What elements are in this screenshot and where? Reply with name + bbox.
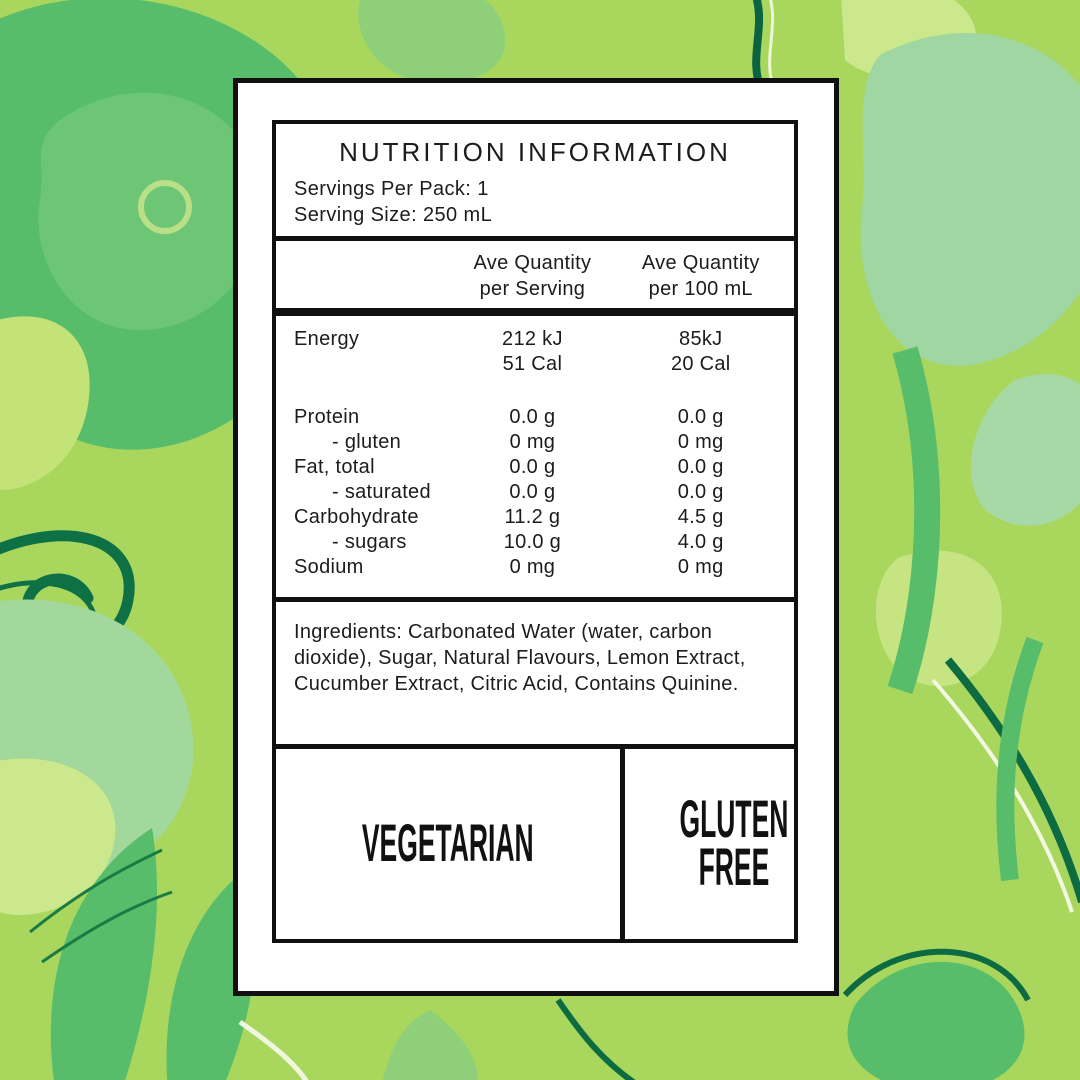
nutrient-label: - saturated [332, 481, 431, 503]
header-section [276, 124, 794, 241]
value-per-100ml: 20 Cal [670, 353, 731, 375]
value-per-serving: 0.0 g [509, 456, 556, 478]
nutrient-table [276, 316, 794, 602]
value-per-serving: 0.0 g [509, 481, 556, 503]
value-per-serving: 0 mg [509, 431, 556, 453]
nutrition-panel [272, 120, 798, 943]
value-per-serving: 0.0 g [509, 406, 556, 428]
gluten-free-badge-text: GLUTEN FREE [679, 790, 788, 897]
vegetarian-badge-text: VEGETARIAN [361, 814, 534, 874]
table-row [276, 455, 794, 480]
table-row [276, 480, 794, 505]
value-per-serving: 10.0 g [503, 531, 562, 553]
ingredients-text: Ingredients: Carbonated Water (water, carbon dioxide), Sugar, Natural Flavours, Lemon Extract, Cucumber Extract, Citric Acid, Contains Quinine. [294, 621, 746, 695]
table-row [276, 327, 794, 352]
value-per-100ml: 0.0 g [677, 481, 724, 503]
value-per-serving: 212 kJ [502, 328, 563, 350]
nutrient-label: Energy [294, 328, 360, 350]
vegetarian-badge [276, 749, 620, 939]
value-per-100ml: 4.0 g [677, 531, 724, 553]
ingredients-section [276, 602, 794, 749]
servings-per-pack: Servings Per Pack: 1 [294, 178, 489, 200]
value-per-serving: 0 mg [509, 556, 556, 578]
value-per-100ml: 0.0 g [677, 456, 724, 478]
nutrient-label: Carbohydrate [294, 506, 419, 528]
table-row [276, 352, 794, 377]
table-row [276, 505, 794, 530]
nutrient-label: Sodium [294, 556, 364, 578]
nutrient-label: Protein [294, 406, 360, 428]
value-per-100ml: 0.0 g [677, 406, 724, 428]
value-per-100ml: 0 mg [677, 556, 724, 578]
value-per-serving: 51 Cal [502, 353, 563, 375]
nutrient-label: - gluten [332, 431, 402, 453]
serving-size: Serving Size: 250 mL [294, 204, 493, 226]
nutrient-label: Fat, total [294, 456, 375, 478]
table-row [276, 430, 794, 455]
value-per-100ml: 0 mg [677, 431, 724, 453]
value-per-100ml: 85kJ [679, 328, 723, 350]
table-row-spacer [276, 377, 794, 405]
gluten-free-badge [620, 749, 843, 939]
table-row [276, 530, 794, 555]
table-row [276, 555, 794, 580]
column-header-per-100ml: Ave Quantity per 100 mL [641, 252, 760, 300]
table-row [276, 405, 794, 430]
value-per-serving: 11.2 g [504, 506, 561, 528]
column-header-section [276, 241, 794, 316]
nutrition-card [233, 78, 839, 996]
panel-title: NUTRITION INFORMATION [339, 137, 731, 167]
badges-section [276, 749, 794, 939]
value-per-100ml: 4.5 g [677, 506, 724, 528]
nutrient-label: - sugars [332, 531, 407, 553]
column-header-per-serving: Ave Quantity per Serving [473, 252, 592, 300]
